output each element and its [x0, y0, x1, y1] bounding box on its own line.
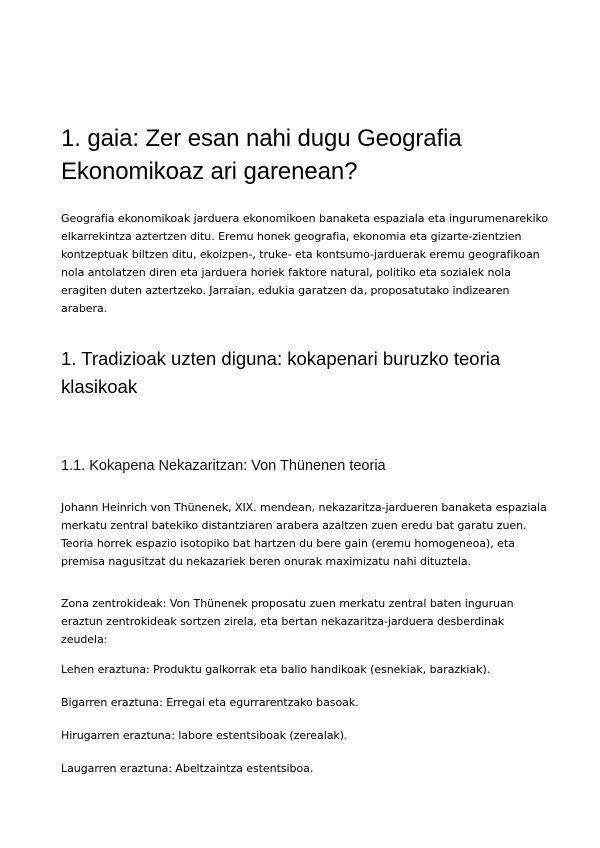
ring-item-1: Lehen eraztuna: Produktu galkorrak eta balio handikoak (esnekiak, barazkiak). [61, 663, 491, 676]
ring-item-2: Bigarren eraztuna: Erregai eta egurrarentzako basoak. [61, 696, 359, 709]
intro-paragraph: Geografia ekonomikoak jarduera ekonomikoen banaketa espaziala eta ingurumenarekiko elkarrekintza aztertzen ditu. Eremu honek geografia, ekonomia eta gizarte-zientzien kontzeptuak biltzen ditu, ekoizpen-, truke- eta kontsumo-jarduerak eremu geografikoan nola antolatzen diren eta jarduera horiek faktore natural, politiko eta sozialek nola eragiten duten aztertzeko. Jarraian, edukia garatzen da, proposatutako indizearen arabera. [61, 212, 549, 315]
concentric-zones-paragraph: Zona zentrokideak: Von Thünenek proposatu zuen merkatu zentral baten inguruan eraztun zentrokideak sortzen zirela, eta bertan nekazaritza-jarduera desberdinak zeudela: [61, 597, 514, 646]
ring-item-3: Hirugarren eraztuna: labore estentsiboak (zerealak). [61, 729, 348, 742]
von-thunen-paragraph: Johann Heinrich von Thünenek, XIX. mendean, nekazaritza-jardueren banaketa espaziala merkatu zentral batekiko distantziaren arabera azaltzen zuen eredu bat garatu zuen. Teoria horrek espazio isotopiko bat hartzen du bere gain (eremu homogeneoa), eta premisa nagusitzat du nekazariek beren onurak maximizatu nahi dituztela. [61, 501, 547, 568]
subsection-heading-1-1: 1.1. Kokapena Nekazaritzan: Von Thünenen teoria [61, 458, 386, 474]
ring-item-4: Laugarren eraztuna: Abeltzaintza estentsiboa. [61, 762, 314, 775]
section-heading-1: 1. Tradizioak uzten diguna: kokapenari buruzko teoria klasikoak [61, 348, 501, 397]
page-title: 1. gaia: Zer esan nahi dugu Geografia Ekonomikoaz ari garenean? [61, 125, 462, 185]
